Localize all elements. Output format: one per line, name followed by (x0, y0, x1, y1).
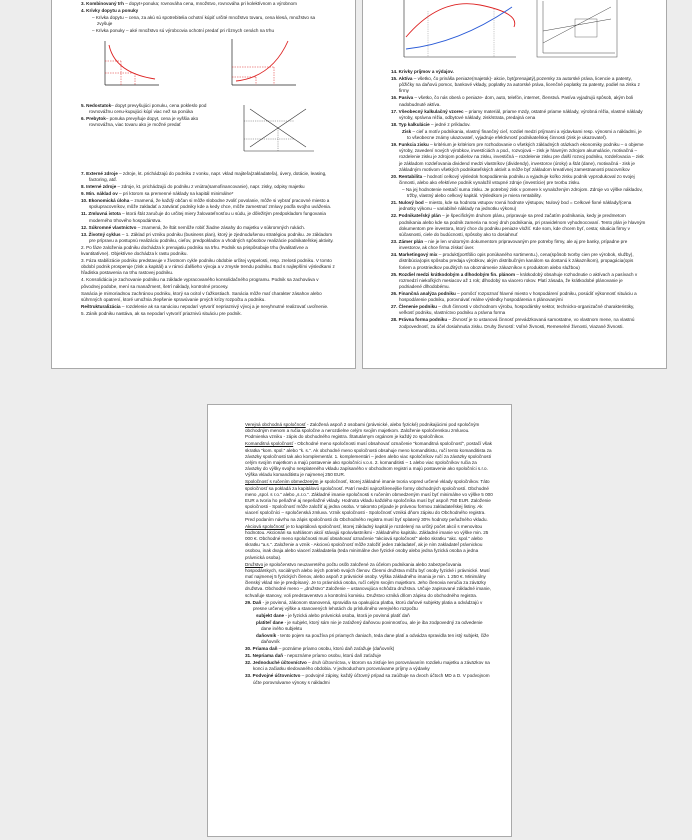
list-item: 29. Daň - je povinná, zákonom stanovená, spravidla sa opakujúca platba, ktorú daňové subjekty platia a odvádzajú v presne určenej výške a stanovených lehotách do príslušného verejného rozpočtu (245, 599, 483, 611)
demand-curve-figure (99, 39, 161, 91)
list-item: 6. Prebytok– ponuka prevyšuje dopyt, cena je vyššia ako rovnovážna, viac tovaru ako je možné predať (81, 116, 199, 128)
paragraph: Akciová spoločnosť je to kapitálová spoločnosť, ktorej základný kapitál je rozdelený na určitý počet akcií s menovitou hodnotou. Akcionári sa nahlásom akcií stávajú spoluvlastníkmi - základného kapitálu. Základné imanie vo výške min. 25 000 €. Obchodné meno spoločnosti musí obsahovať označenie "akciová spoločnosť" alebo skratku "akc. spol." alebo skratku "a.s.". Založenie a vznik - Akciovú spoločnosť môže založiť jeden zakladateľ, ak je ním zakladateľ právnickou osobou, inak dvaja alebo viacerí zakladatelia (teda minimálne dve fyzické osoby alebo jedna fyzická osoba a jedna právnická osoba). (245, 523, 489, 560)
left-top-text (81, 1, 331, 35)
list-item: 17. Všeobecný kalkulačný vzorec – priamy materiál, priame mzdy, ostatné priame náklady, výrobná réžia, vlastné náklady výroby, správna réžia, odbytové náklady, zisk/strata, predajná cena (391, 108, 643, 120)
paragraph: 4. Konsolidácia je zachovanie podniku na základe vypracovaného konsolidačného programu. Podnik sa zachováva v pôvodnej podobe, mení sa manažment, šetrí náklady, kontrolné procesy. (81, 277, 319, 289)
paragraph: Reštrukturalizácia – rozdelenie ak sa sanáciou nepodarí vytvoriť nepriaznivý vývoj a je nevyhnutné realizovať uvoľnenie. (81, 303, 329, 309)
paragraph: 5. Zánik podniku nastáva, ak sa nepodarí vytvoriť priaznivú situáciu pre podnik. (81, 310, 242, 316)
list-item: 7. Externé zdroje – zdroje, kt. prichádzajú do podniku z vonku, napr. vklad majiteľa(zakladateľa), úvery, dotácie, leasing, factoring, atď. (81, 171, 327, 183)
right-text (391, 69, 646, 331)
paragraph: Spoločnosť s ručením obmedzeným je spoločnosť, ktorej základné imanie tvoria vopred určené vklady spoločníkov. Táto spoločnosť sa pokladá za kapitálovú spoločnosť. Patrí medzi najrozšírenejšie formy obchodných spoločností. Obchodné meno „spol. s r.o." alebo „s.r.o.". Základné imanie spoločnosti s ručením obmedzeným musí byť minimálne vo výške 5 000 EUR a tvoria ho peňažné aj nepeňažné vklady. Hodnota vkladu každého spoločníka musí byť aspoň 750 EUR. Založenie spoločnosti - Spoločnosť môže založiť aj jedna osoba. V takomto prípade je právnou formou zakladateľskej listiny. Ak viacerí spoločníci – spoločenská zmluva. Vznik spoločnosti - Spoločnosť vzniká dňom zápisu do Obchodného registra. Pred podaním návrhu na zápis spoločnosti do Obchodného registra musí byť splatený 30% hodnoty peňažného vkladu. (245, 479, 493, 522)
list-item: 28. Právna forma podniku – Živnosť je to ustanová činnosť prevádzkovaná samostatne, vo vlastnom mene, na vlastnú zodpovednosť, za účel dosiahnutia zisku. Druhy živností: Voľné živnosti, Remeselné živnosti, Viazané živnosti. (391, 317, 635, 329)
list-item: 19. Funkcia zisku – kritérium je kritériom pre rozhodovanie o všetkých základných otázkach ekonomiky podniku – o objeme výroby, zavedení nových výrobkov, investíciách a pod., rozvojová – zisk je hlavným zdrojom akumulácie, motivačná – rozdelenie zisku je zdrojom podielov na zisku, investičná – rozdelenie zisku pre ďalší rozvoj podniku, rozdeľovacia – zisk je základom rozdeľovania dividend medzi vlastníkov (dividendy), investorov (úroky) a štát (dane), motivačná - zisk je základným motívom všetkých podnikateľských aktivít a môže byť základom kreatívnej zamestnanosti pracovníkov (391, 142, 644, 172)
list-item: 18. Typ kalkulácie – jedné z príkladov. (391, 121, 471, 127)
sub-item: – Krivka dopytu – cena, za akú sú spotrebitelia ochotní kúpiť určité množstvo tovaru, cena klesá, množstvo sa zvyšuje (92, 15, 316, 27)
bottom-text (245, 422, 493, 687)
left-mid-text (81, 103, 211, 129)
list-item: 21. Nulový bod – miesto, kde sa hodnota vstupov rovná hodnote výstupov, Nulový bod = Celkové fixné náklady/(cena jednotky výkonu – variabilné náklady na jednotku výkonu) (391, 200, 632, 212)
list-item: 8. Interné zdroje – zdroje, kt. prichádzajú do podniku z vnútra(samofinancovanie), napr. zisky, odpisy majetku (81, 184, 305, 190)
list-item: 32. Jednoduché účtovníctvo – druh účtovníctva, v ktorom sa zisťuje len porovnávaním rozdielu majetku a záväzkov na konci a začiatku sledovaného obdobia. V jednoduchom porovnávame príjmy a výdavky (245, 660, 490, 672)
list-item: 10. Ekonomická úloha – znamená, že každý občan si môže slobodne zvoliť povolanie, môže si vybrať pracovné miesto a spolupracovníkov, môže zakladať a zatvárať podniky kde a kedy chce, môže zamestnať zmluvy podľa svojho uváženia. (81, 198, 332, 210)
equilibrium-figure (238, 103, 316, 155)
paragraph: Komanditná spoločnosť - Obchodné meno spoločnosti musí obsahovať označenie "komanditná spoločnosť", postačí však skratka "kom. spol." alebo "k. s.". Ak obchodné meno spoločnosti obsahuje meno komanditistu, ručí tento komanditista za záväzky spoločnosti tak ako komplementár. 1. komplementári – jeden alebo viac spoločníkov ručí za záväzky spoločnosti celým svojím majetkom a majú postavenie ako spoločníci v.o.s. 2. komanditisti – 1 alebo viac spoločníkov ručia za záväzky do výšky svojho nesplateného vkladu zapísaného v obchodnom registri a majú postavenie ako spoločníci s.r.o. Výška vkladu komanditistu je najmenej 250 EUR. (245, 441, 492, 478)
paragraph: Družstvo je spoločenstvo neuzavretého počtu osôb založené za účelom podnikania alebo zabezpečovania hospodárskych, sociálnych alebo iných potrieb svojich členov. Členmi družstva môžu byť osoby fyzické i právnické. Musí mať najmenej 5 fyzických členov, alebo aspoň 2 právnické osoby. Výška základného imania je min. 1 250 €. Minimálny členský vklad nie je predpísaný. Je to právnická osoba, ručí celým svojím majetkom. Jeho členovia neručia za záväzky družstva. Obchodné meno – „družstvo" Založenie – ustanovujúca schôdza družstva. Určuje zapisované základné imanie, schvaľuje stanovy, voli predstavenstvo a kontrolnú komisiu. Družstvo vzniká dňom zápisu do obchodného registra. (245, 561, 491, 598)
list-item: 14. Krivky príjmov a výdajov. (391, 69, 454, 74)
list-item: 16. Pasíva – všetko, čo nás oberá o peniaze- dom, auto, telefón, internet, členstvá. Pasíva vyjadrujú spôsob, akým boli nadobudnuté aktíva. (391, 95, 634, 107)
document-page-right (362, 0, 667, 369)
list-item: 3. Kombinovaný trh – dopyt+ponuka; rovnováha cena, množstvo, rovnováha pri kolektívnom a výrobnom (81, 1, 297, 6)
list-item: 15. Aktíva – všetko, čo prináša peniaze(majetok)- akcie, byt(prenajatý),pozemky za autorské práva, licencie a patenty, pôžičky na daňovú pomoc, bankové vklady, poplatky za autorské práva, licenčné poplatky za patenty, podiel na zisku z firmy (391, 76, 640, 94)
list-item: 33. Podvojné účtovníctvo – podvojné zápisy, každý účtovný prípad sa zaúčtuje na dvoch účtoch MD a D. V podvojnom účte porovnávame výnosy s nákladmi (245, 673, 490, 685)
list-item: 12. Súkromné vlastníctvo – znamená, že štát nemôže robiť žiadne zásahy do majetku v súkromných rukách. (81, 224, 306, 230)
supply-curve-figure (226, 37, 298, 91)
left-bottom-text (81, 171, 336, 318)
sub-item: – Na jej hodnotenie nestačí suma zisku. Je potrebný zisk v pomere k vynaloženým zdrojom. Zdroje vo výške nákladov, tržby, vlastný alebo celkový kapitál. Výsledkom je miera rentability. (402, 187, 643, 199)
paragraph: 2. Po fáze založenia podniku dochádza k prenajatiu podniku na trhu. Podnik sa prispôsobuje trhu (kvalitatívne a kvantitatívne). Objektívne dochádza k rastu podniku. (81, 244, 308, 257)
list-item: 27. Členenie podniku – druh činnosti v obchodnom výrobu, hospodársky sektor, technicko-organizačné charakteristiky, veľkosť podniku, vlastníctvo podniku a právna forma (391, 304, 635, 316)
sub-item: platiteľ dane - je subjekt, ktorý sám nie je zaťažený daňovou povinnosťou, ale je iba zodpovedný za odvedenie dane iného subjektu (256, 619, 483, 632)
sub-item: daňovník - tento pojem sa používa pri priamych daniach, teda dane platí a odvádza spravidla ten istý subjekt, čiže daňovník (256, 633, 489, 645)
cost-graph-figure (535, 0, 619, 59)
income-expense-figure (400, 0, 518, 59)
list-item: 26. Finančná analýza podniku – pomôcť rozpoznať hlavné miesto v hospodárení podniku, posúdiť výkonnosť situáciu a hospodárenie podniku, porovnávať reálne výsledky hospodárenia s plánovanými (391, 291, 637, 303)
list-item: 30. Priama daň – poznáme príamo osobu, ktorú daň zaťažuje (daňovník) (245, 646, 395, 652)
paragraph: Verejná obchodná spoločnosť - Založená aspoň 2 osobami (právnické, alebo fyzické) podnikajúcimi pod spoločným obchodným menom a ručia spoločne a nerozdielne celým svojím majetkom. Založenie spoločenskou zmluvou. Podmienka vzniku - zápis do obchodného registra. Štatutárnym orgánom je každý zo spoločníkov. (245, 422, 480, 440)
paragraph: Sanácia je mimoriadnou zachránou podniku, ktorý sa ocitol v ťažkostiach. Sanácia môže mať charakter zásahov alebo súhrnných opatrení, ktoré umožnia zlepšenie spravúvanie prvých krízy rozpočtu a podniku. (81, 290, 322, 302)
paragraph: 3. Fáza stabilizácie podniku predstavuje v životnom cykle podniku obdobie určitej vyspelosti, resp. zrelosti podniku. V tomto období podnik prosperuje (zisk a kapitál) a v rámci ďalšieho vývoja a v zmysle trendu podniku. Bod s najlepšími výsledkami z hľadiska postavenia na trhu rastovej podniku. (81, 258, 335, 276)
list-item: 4. Krivky dopytu a ponuky (81, 8, 139, 13)
list-item: 9. Min. náklad ov – pri ktorom sa premenné náklady na kapitál minimálne* (81, 191, 234, 197)
sub-item: Zisk – cieľ a motív podnikania, vlastný finančný cieľ, rozdiel medzi príjmami a výdavkami resp. výnosmi a nákladmi, je to všeobecne známy ukazovateľ, vyjadruje efektívnosť podnikateľskej činnosti (zisk je ukazovateľ). (402, 128, 642, 141)
sub-item: subjekt dane - je fyzická alebo právnická osoba, ktorá je povinná platiť daň (256, 612, 410, 618)
list-item: 5. Nedostatok– dopyt prevyšujúci ponuku, cena pokleslo pod rovnovážnu cenu-kupujúci kúpí viac než sa ponúka (81, 103, 207, 115)
list-item: 11. Zmluvná istota – ktorá štát zaručuje do určitej miery žalovateľnosťou u súdu, je dôležitým predpokladom fungovania moderného trhového hospodárstva. (81, 211, 326, 223)
list-item: 24. Marketingový mix – produkt(portfólio opis ponúkaného sortimentu.), cena(spôsob tvorby cien pre výrobok, služby), distribúcia(opis spôsobu predaja výrobkov, akým distribučným kanálom sa dostanú k zákazníkom), propagácia(opis foriem a prostriedkov použitých na oboznámenie zákazníkov s produktom alebo službou) (391, 252, 634, 270)
list-item: 20. Rentabilita – hodnotí celkový výsledok hospodárenia podniku a vyjadruje koľko zisku podnik vyprodukoval zo svojej činnosti, alebo ako efektívne podnik vynaložil vstupné zdroje (investície) pre tvorbu zisku. (391, 173, 635, 186)
document-page-bottom (207, 404, 512, 837)
list-item: 31. Nepriama daň - nepoznáme príamo osobu, ktorú daň zaťažuje (245, 653, 382, 659)
list-item: 25. Rozdiel medzi krátkodobým a dlhodobým fin. plánom – krátkodobý obsahuje rozhodnutie o aktívach a pasívach v rozmedzí niekoľkých mesiacov až 1 rok; dlhodobý na viacero rokov. Platí zásada, že krátkodobé plánovanie je podriadené dlhodobému. (391, 271, 638, 290)
list-item: 13. Životný cyklus – 1. Základ pri vzniku podniku (business plan), ktorý je zjednodušenou stratégiou podniku. Je základom pre prípravu a postupnú realizáciu podniku, cieľov, predpokladov a vhodných spôsobov realizácie podnikateľskej aktivity. (81, 231, 334, 243)
document-page-left (51, 0, 356, 369)
list-item: 23. Zámer plán – nie je len vnútorným dokumentom pripravovaným pre potreby firmy, ale aj pre banky, prípadne pre investorov, ak chce firma získať úver. (391, 239, 628, 251)
sub-item: – Krivka ponuky – aké množstvo sú výrobcovia ochotní predať pri rôznych cenách na trhu (92, 28, 275, 34)
list-item: 22. Podnikateľský plán – je špecifickým druhom plánu, pripravuje sa pred začatím podnikania, kedy je predmetom podnikania alebo kde sa podnik zameria na nový druh podnikania, pri pravidelnom vyhodnocovaní. Tento plán je hlavným dokumentom pre investora, ktorý chce do podniku peniaze vložiť. Kde som, kde chcem byť, cesta; situácia firmy v súčasnosti, ciele do budúcnosti, spôsoby ako to dosiahnuť (391, 213, 646, 238)
